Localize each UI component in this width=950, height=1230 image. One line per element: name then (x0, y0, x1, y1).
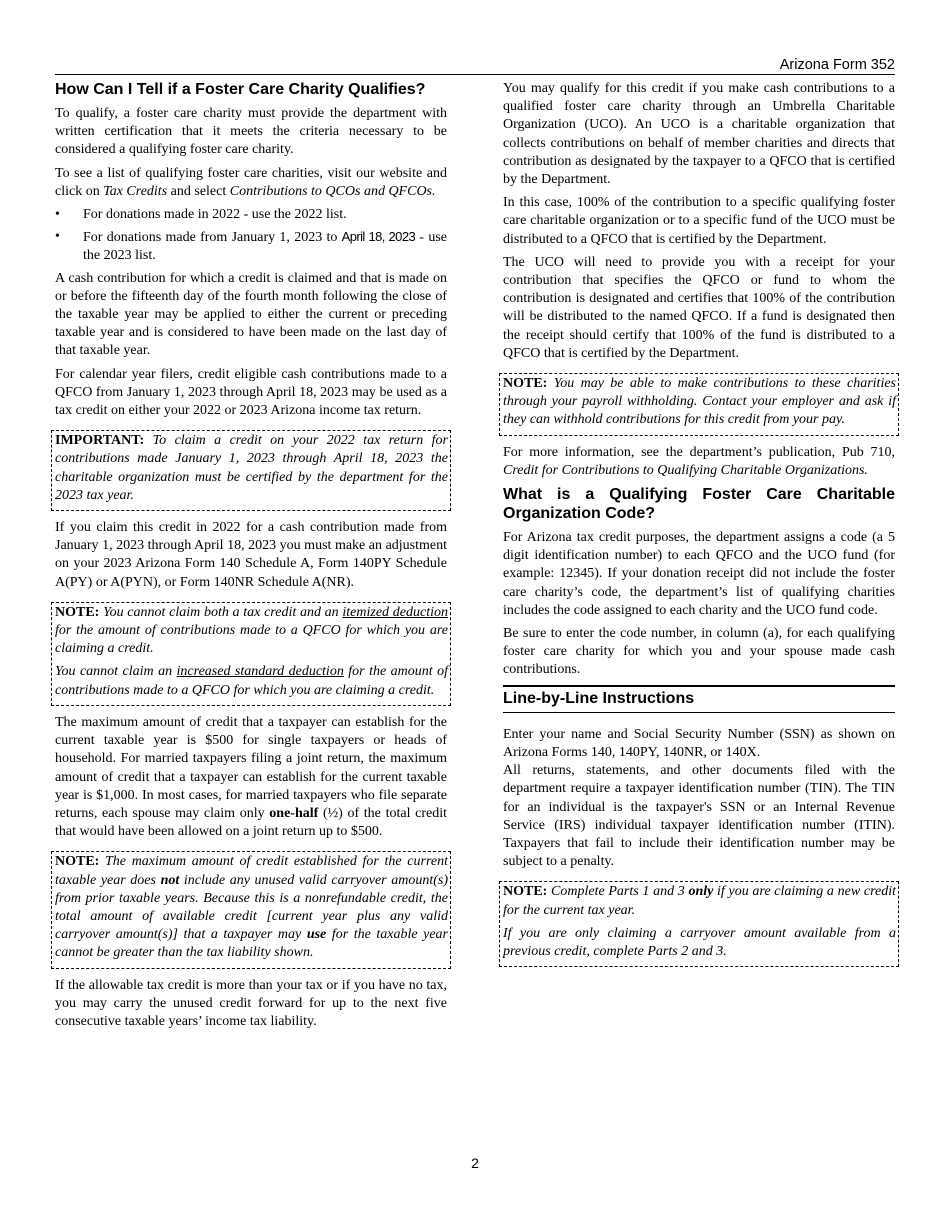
paragraph-maximum-credit: The maximum amount of credit that a taxpayer can establish for the current taxable year is $500 for single taxpayers or heads of household. For married taxpayers filing a joint return, the maximum amount of credit that a taxpayer can establish for the current taxable year is $1,000. In most cases, for married taxpayers who file separate returns, each spouse may claim only one-half (½) of the total credit that would have been allowed on a joint return up to $500. (55, 714, 448, 840)
note-label: NOTE: (503, 884, 548, 900)
publication-title: Credit for Contributions to Qualifying Charitable Organizations. (503, 462, 868, 478)
donation-list (55, 206, 447, 266)
list-item: • For donations made in 2022 - use the 2022 list. (55, 206, 447, 224)
heading-organization-code: What is a Qualifying Foster Care Charitable Organization Code? (503, 486, 895, 523)
contributions-link-text: Contributions to QCOs and QFCOs. (229, 183, 436, 199)
paragraph-calendar-year: For calendar year filers, credit eligible cash contributions made to a QFCO from January 1, 2023 through April 18, 2023 may be used as a tax credit on either your 2022 or 2023 Arizona income tax return. (55, 366, 447, 419)
note-label: NOTE: (55, 854, 100, 870)
right-column (503, 80, 895, 975)
heading-qualifies: How Can I Tell if a Foster Care Charity Qualifies? (55, 81, 426, 98)
list-item: • For donations made from January 1, 2023 to April 18, 2023 - use the 2023 list. (55, 228, 447, 265)
paragraph-tin: All returns, statements, and other documents filed with the department require a taxpayer identification number (TIN). The TIN for an individual is the taxpayer's SSN or an Internal Revenue Service (IRS) individual taxpayer identification number (ITIN). Taxpayers that fail to include their identification number may be subject to a penalty. (503, 763, 895, 870)
note-label: NOTE: (55, 604, 100, 620)
note-box-deduction: NOTE: You cannot claim both a tax credit and an itemized deduction for the amount of contributions made to a QFCO for which you are claiming a credit. You cannot claim an increased standard deduction for the amount of contributions made to a QFCO for which you are claiming a credit. (51, 602, 451, 706)
note-box-carryover: NOTE: The maximum amount of credit established for the current taxable year does not include any unused valid carryover amount(s) from prior taxable years. Because this is a nonrefundable credit, the total amount of available credit [current year plus any valid carryover amount(s)] that a taxpayer may use for the taxable year cannot be greater than the tax liability shown. (51, 851, 451, 968)
paragraph-qualify: To qualify, a foster care charity must provide the department with written certification that it meets the criteria necessary to be considered a qualifying foster care charity. (55, 106, 447, 158)
note-box-parts: NOTE: Complete Parts 1 and 3 only if you are claiming a new credit for the current tax year. If you are only claiming a carryover amount available from a previous credit, complete Parts 2 and 3. (499, 881, 899, 967)
paragraph-code: For Arizona tax credit purposes, the department assigns a code (a 5 digit identification number) to each QFCO and the UCO fund (for example: 12345). If your donation receipt did not include the foster care charity’s code, the department’s list of qualifying charities includes the code assigned to each charity and the UCO fund code. (503, 530, 895, 618)
paragraph-receipt: The UCO will need to provide you with a receipt for your contribution that specifies the QFCO or fund to whom the contribution is designated and certifies that 100% of the contribution will be distributed to the named QFCO. If a fund is designated then the receipt should certify that 100% of the fund is distributed to a QFCO that is certified by the Department. (503, 254, 895, 361)
note-box-payroll: NOTE: You may be able to make contributions to these charities through your payroll withholding. Contact your employer and ask if they can withhold contributions for this credit from your pay. (499, 373, 899, 436)
tax-credits-link-text: Tax Credits (103, 183, 168, 199)
left-column (55, 80, 447, 1036)
heading-line-by-line: Line-by-Line Instructions (503, 685, 895, 713)
paragraph-name-ssn: Enter your name and Social Security Number (SSN) as shown on Arizona Forms 140, 140PY, 140NR, or 140X. (503, 726, 895, 760)
page-number: 2 (471, 1155, 479, 1171)
paragraph-adjustment: If you claim this credit in 2022 for a cash contribution made from January 1, 2023 through April 18, 2023 you must make an adjustment on your 2023 Arizona Form 140 Schedule A, Form 140PY Schedule A(PY) or A(PYN), or Form 140NR Schedule A(NR). (55, 520, 447, 590)
important-label: IMPORTANT: (55, 433, 145, 449)
note-label: NOTE: (503, 376, 548, 392)
paragraph-more-info: For more information, see the department’s publication, Pub 710, Credit for Contributions to Qualifying Charitable Organizations. (503, 444, 895, 478)
paragraph-list-website: To see a list of qualifying foster care charities, visit our website and click on Tax Credits and select Contributions to QCOs and QFCOs. (55, 165, 447, 199)
paragraph-unused-credit: If the allowable tax credit is more than your tax or if you have no tax, you may carry the unused credit forward for up to the next five consecutive taxable years’ income tax liability. (55, 977, 447, 1029)
paragraph-enter-code: Be sure to enter the code number, in column (a), for each qualifying foster care charity for which you and your spouse made cash contributions. (503, 626, 895, 678)
paragraph-cash-contribution: A cash contribution for which a credit is claimed and that is made on or before the fifteenth day of the fourth month following the close of the taxable year may be applied to either the current or preceding taxable year and is considered to have been made on the last day of that taxable year. (55, 270, 447, 359)
important-box: IMPORTANT: To claim a credit on your 2022 tax return for contributions made January 1, 2023 through April 18, 2023 the charitable organization must be certified by the department for the 2023 tax year. (51, 430, 451, 511)
paragraph-uco: You may qualify for this credit if you make cash contributions to a qualified foster care charity through an Umbrella Charitable Organization (UCO). An UCO is a charitable organization that collects contributions on behalf of member charities and directs that contribution as designated by the taxpayer to a QFCO that is certified by the Department. (503, 81, 895, 188)
paragraph-distribution: In this case, 100% of the contribution to a specific qualifying foster care charitable organization or to a specific fund of the UCO must be distributed to a QFCO that is certified by the Department. (503, 195, 895, 247)
form-title: Arizona Form 352 (55, 56, 895, 75)
